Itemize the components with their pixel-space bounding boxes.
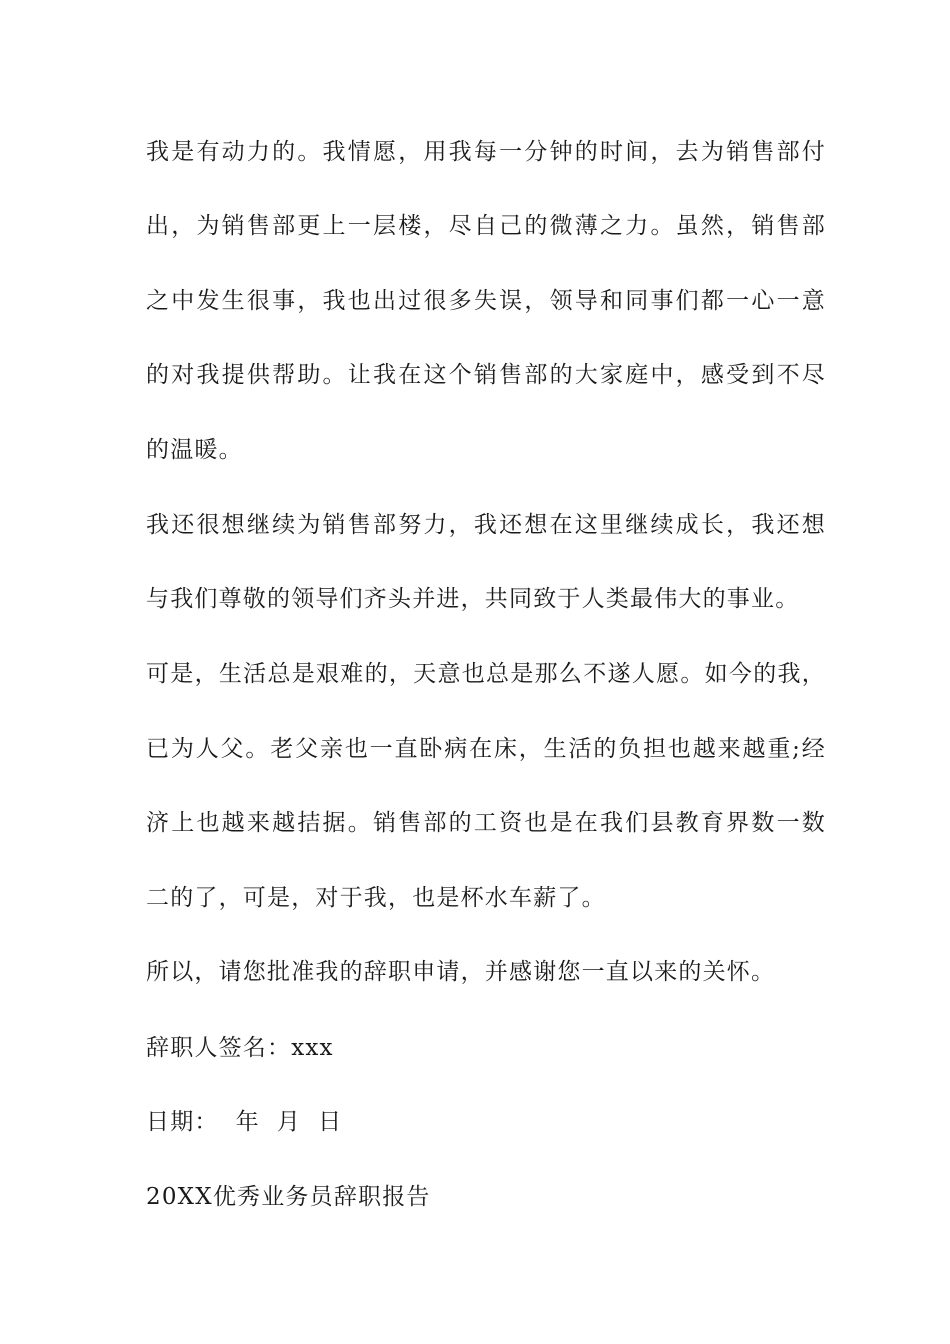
paragraph-3-line-4: 二的了，可是，对于我，也是杯水车薪了。 (146, 885, 606, 911)
date-line: 日期： 年 月 日 (146, 1109, 343, 1135)
paragraph-1-line-3: 之中发生很事，我也出过很多失误，领导和同事们都一心一意 (146, 288, 826, 314)
paragraph-2-line-2: 与我们尊敬的领导们齐头并进，共同致于人类最伟大的事业。 (146, 586, 800, 612)
closing-sentence: 所以，请您批准我的辞职申请，并感谢您一直以来的关怀。 (146, 959, 776, 985)
paragraph-1-line-2: 出，为销售部更上一层楼，尽自己的微薄之力。虽然，销售部 (146, 213, 826, 239)
paragraph-2-line-1: 我还很想继续为销售部努力，我还想在这里继续成长，我还想 (146, 512, 826, 538)
paragraph-1-line-1: 我是有动力的。我情愿，用我每一分钟的时间，去为销售部付 (146, 139, 826, 165)
paragraph-1-line-4: 的对我提供帮助。让我在这个销售部的大家庭中，感受到不尽 (146, 362, 826, 388)
paragraph-3-line-1: 可是，生活总是艰难的，天意也总是那么不遂人愿。如今的我， (146, 661, 826, 687)
signature-line: 辞职人签名：xxx (146, 1035, 334, 1061)
paragraph-3-line-2: 已为人父。老父亲也一直卧病在床，生活的负担也越来越重;经 (146, 736, 826, 762)
paragraph-1-line-5: 的温暖。 (146, 437, 243, 463)
paragraph-3-line-3: 济上也越来越拮据。销售部的工资也是在我们县教育界数一数 (146, 810, 826, 836)
next-document-title: 20XX优秀业务员辞职报告 (146, 1184, 431, 1210)
